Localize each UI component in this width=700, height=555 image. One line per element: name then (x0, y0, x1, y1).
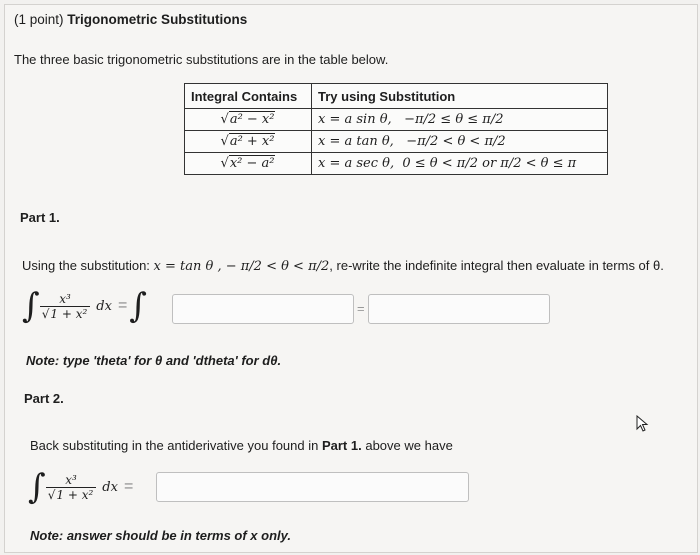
table-row (185, 109, 608, 131)
substitution-cell: x = a sin θ, −π/2 ≤ θ ≤ π/2 (312, 109, 608, 131)
part2-integral: ∫ $\frac{\text{x³}}{\text{√1 + x²}}$ dx = (28, 467, 134, 507)
table-row (185, 131, 608, 153)
integral-icon: ∫ (129, 286, 147, 326)
part1-instructions: Using the substitution: x = tan θ , − π/2 < θ < π/2, re-write the indefinite integral then evaluate in terms of θ. (22, 258, 664, 274)
integrand-cell: √a² + x² (185, 131, 312, 153)
problem-header (14, 12, 247, 27)
integrand-fraction: $\frac{\text{x³}}{\text{√1 + x²}}$ (46, 473, 97, 502)
col-header-substitution: Try using Substitution (312, 84, 608, 109)
part1-note: Note: type 'theta' for θ and 'dtheta' for dθ. (26, 353, 282, 368)
problem-title: Trigonometric Substitutions (67, 12, 248, 27)
integrand-cell: √x² − a² (185, 153, 312, 175)
col-header-integral: Integral Contains (185, 84, 312, 109)
intro-text: The three basic trigonometric substitutions are in the table below. (14, 52, 389, 67)
equals-sign: = (357, 301, 365, 316)
substitution-cell: x = a tan θ, −π/2 < θ < π/2 (312, 131, 608, 153)
points-label: (1 point) (14, 12, 64, 27)
part1-integral-input[interactable] (172, 294, 354, 324)
integral-icon: ∫ (28, 467, 46, 507)
integrand-fraction: $\frac{\text{x³}}{\text{√1 + x²}}$ (40, 292, 91, 321)
integrand-cell: √a² − x² (185, 109, 312, 131)
part2-answer-input[interactable] (156, 472, 469, 502)
part2-label: Part 2. (24, 391, 64, 406)
mouse-cursor-icon (636, 415, 650, 438)
substitution-math: x = tan θ , − π/2 < θ < π/2 (153, 259, 330, 274)
part2-note: Note: answer should be in terms of x only. (30, 528, 292, 543)
integral-icon: ∫ (22, 286, 40, 326)
part1-label: Part 1. (20, 210, 60, 225)
substitution-cell: x = a sec θ, 0 ≤ θ < π/2 or π/2 < θ ≤ π (312, 153, 608, 175)
table-row (185, 153, 608, 175)
part2-instructions: Back substituting in the antiderivative you found in Part 1. above we have (30, 438, 453, 453)
part1-answer-input[interactable] (368, 294, 550, 324)
part1-integral: ∫ $\frac{\text{x³}}{\text{√1 + x²}}$ dx = ∫ (22, 286, 147, 326)
substitution-table (184, 83, 608, 175)
